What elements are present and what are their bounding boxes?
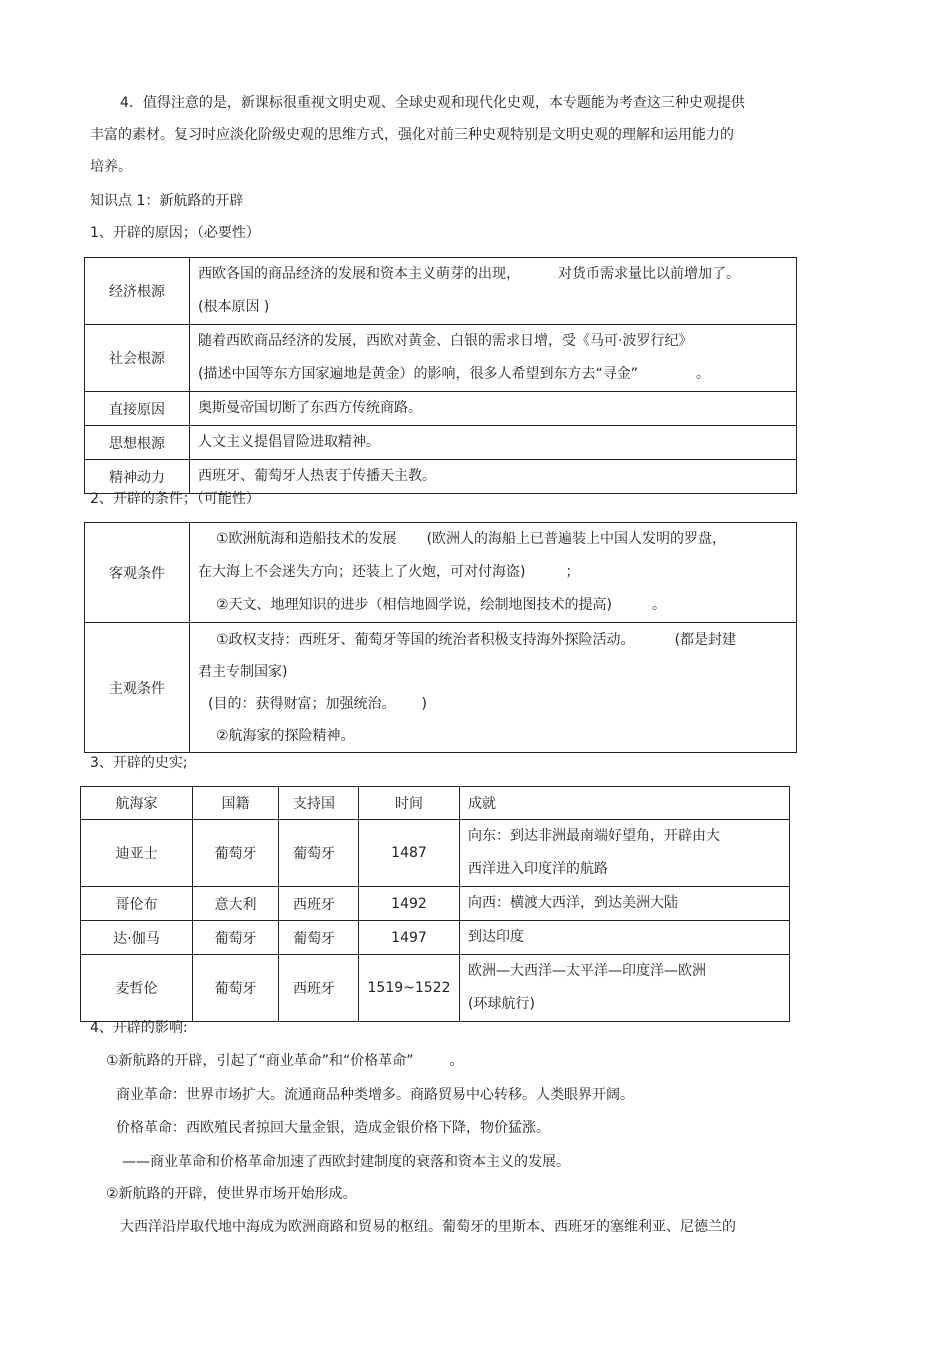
condition-text: 在大海上不会迷失方向；还装上了火炮，可对付海盗) (198, 564, 526, 580)
table-row (81, 887, 790, 921)
achievement-cell (460, 820, 790, 887)
nationality-cell: 意大利 (193, 887, 279, 921)
table-row (81, 955, 790, 1022)
conditions-table (84, 522, 797, 753)
table-row (85, 258, 797, 325)
cause-text: 西欧各国的商品经济的发展和资本主义萌芽的出现， (198, 266, 520, 282)
achievement-text: 欧洲—大西洋—太平洋—印度洋—欧洲 (468, 963, 706, 979)
condition-text: 。 (652, 597, 667, 613)
condition-text: 君主专制国家) (198, 663, 288, 680)
condition-text: ) (421, 695, 427, 712)
impact-line: ——商业革命和价格革命加速了西欧封建制度的衰落和资本主义的发展。 (122, 1154, 570, 1170)
impact-text: 。 (449, 1053, 464, 1069)
impact-line: 商业革命：世界市场扩大。流通商品种类增多。商路贸易中心转移。人类眼界开阔。 (116, 1087, 634, 1103)
cause-label: 直接原因 (85, 392, 190, 426)
column-header: 时间 (359, 787, 460, 820)
nationality-cell: 葡萄牙 (193, 820, 279, 887)
condition-text: ②天文、地理知识的进步（相信地圆学说，绘制地图技术的提高) (216, 597, 613, 613)
condition-content (190, 523, 797, 623)
column-header: 成就 (460, 787, 790, 820)
cause-label: 精神动力 (85, 460, 190, 494)
achievement-text: 到达印度 (460, 921, 790, 955)
cause-label: 经济根源 (85, 258, 190, 325)
table-row (81, 820, 790, 887)
sponsor-cell: 西班牙 (279, 887, 359, 921)
condition-text: ； (565, 564, 580, 580)
table-row (85, 426, 797, 460)
table-row (85, 325, 797, 392)
sponsor-cell: 葡萄牙 (279, 921, 359, 955)
cause-text: 。 (695, 366, 710, 382)
condition-text: ①欧洲航海和造船技术的发展 (216, 531, 397, 547)
section-2-heading: 2、开辟的条件；（可能性） (90, 491, 260, 507)
impact-line: 价格革命：西欧殖民者掠回大量金银，造成金银价格下降，物价猛涨。 (116, 1120, 550, 1136)
section-4-heading: 4、开辟的影响: (90, 1020, 188, 1036)
cause-text: 人文主义提倡冒险进取精神。 (190, 426, 797, 460)
condition-text: (欧洲人的海船上已普遍装上中国人发明的罗盘， (426, 531, 727, 547)
impact-line: ②新航路的开辟，使世界市场开始形成。 (106, 1186, 357, 1202)
cause-label: 思想根源 (85, 426, 190, 460)
cause-text: 西班牙、葡萄牙人热衷于传播天主教。 (190, 460, 797, 494)
intro-line-2: 丰富的素材。复习时应淡化阶级史观的思维方式，强化对前三种史观特别是文明史观的理解和运用能力的 (90, 127, 734, 143)
intro-line-1: 4．值得注意的是，新课标很重视文明史观、全球史观和现代化史观，本专题能为考查这三种史观提供 (120, 95, 745, 111)
cause-text: (描述中国等东方国家遍地是黄金）的影响，很多人希望到东方去“寻金” (198, 366, 638, 382)
time-cell: 1492 (359, 887, 460, 921)
intro-line-3: 培养。 (90, 159, 132, 175)
table-row (81, 921, 790, 955)
section-1-heading: 1、开辟的原因；（必要性） (90, 225, 260, 241)
column-header: 支持国 (279, 787, 359, 820)
condition-text: ①政权支持：西班牙、葡萄牙等国的统治者积极支持海外探险活动。 (216, 631, 635, 648)
achievement-text: 向东：到达非洲最南端好望角，开辟由大 (468, 828, 720, 844)
condition-label: 主观条件 (85, 623, 190, 753)
cause-content (190, 258, 797, 325)
navigator-cell: 哥伦布 (81, 887, 193, 921)
impact-line: 大西洋沿岸取代地中海成为欧洲商路和贸易的枢纽。葡萄牙的里斯本、西班牙的塞维利亚、尼德兰的 (120, 1219, 736, 1235)
voyages-table (80, 786, 790, 1022)
table-row (85, 623, 797, 753)
cause-text: 随着西欧商品经济的发展，西欧对黄金、白银的需求日增，受《马可·波罗行纪》 (198, 333, 693, 349)
achievement-text: 向西：横渡大西洋，到达美洲大陆 (460, 887, 790, 921)
column-header: 国籍 (193, 787, 279, 820)
time-cell: 1519~1522 (359, 955, 460, 1022)
condition-text: ②航海家的探险精神。 (216, 727, 355, 744)
condition-text: (都是封建 (674, 631, 737, 648)
section-3-heading: 3、开辟的史实; (90, 755, 188, 771)
cause-text: 奥斯曼帝国切断了东西方传统商路。 (190, 392, 797, 426)
table-row (85, 523, 797, 623)
cause-text: 对货币需求量比以前增加了。 (558, 266, 740, 282)
condition-text: (目的：获得财富；加强统治。 (208, 695, 396, 712)
impact-line (106, 1050, 464, 1072)
column-header: 航海家 (81, 787, 193, 820)
causes-table (84, 257, 797, 494)
cause-label: 社会根源 (85, 325, 190, 392)
knowledge-point-title: 知识点 1：新航路的开辟 (90, 193, 244, 209)
condition-content (190, 623, 797, 753)
navigator-cell: 麦哲伦 (81, 955, 193, 1022)
achievement-text: (环球航行) (468, 996, 535, 1012)
table-row (85, 392, 797, 426)
cause-text: (根本原因 ) (198, 299, 270, 315)
navigator-cell: 达·伽马 (81, 921, 193, 955)
condition-label: 客观条件 (85, 523, 190, 623)
achievement-cell (460, 955, 790, 1022)
time-cell: 1497 (359, 921, 460, 955)
navigator-cell: 迪亚士 (81, 820, 193, 887)
nationality-cell: 葡萄牙 (193, 921, 279, 955)
achievement-text: 西洋进入印度洋的航路 (468, 861, 608, 877)
nationality-cell: 葡萄牙 (193, 955, 279, 1022)
sponsor-cell: 葡萄牙 (279, 820, 359, 887)
cause-content (190, 325, 797, 392)
table-header-row (81, 787, 790, 820)
time-cell: 1487 (359, 820, 460, 887)
impact-text: ①新航路的开辟，引起了“商业革命”和“价格革命” (106, 1053, 414, 1069)
sponsor-cell: 西班牙 (279, 955, 359, 1022)
